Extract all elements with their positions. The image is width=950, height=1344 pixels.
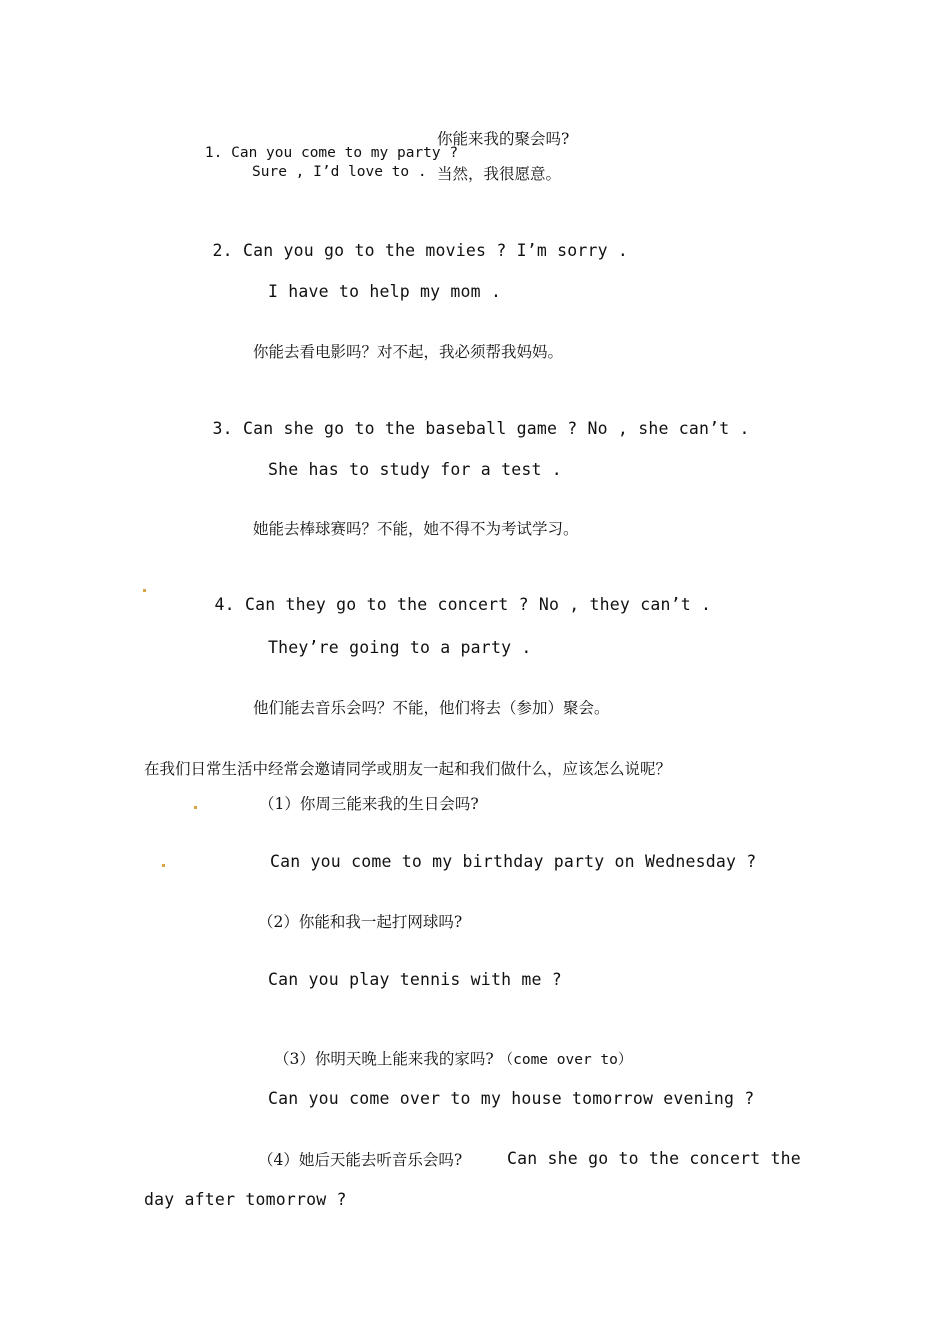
example-3-chinese: （3）你明天晚上能来我的家吗? bbox=[274, 1050, 499, 1068]
dialogue-1-english-answer: Sure , I’d love to . bbox=[252, 164, 427, 180]
dialogue-4-english-question: Can they go to the concert ? No , they can’t . bbox=[244, 595, 712, 614]
dialogue-3-english-continuation: She has to study for a test . bbox=[268, 460, 562, 479]
dialogue-4-english-continuation: They’re going to a party . bbox=[268, 638, 532, 657]
dialogue-2-number: 2. bbox=[212, 241, 233, 260]
dialogue-4-chinese: 他们能去音乐会吗？不能，他们将去（参加）聚会。 bbox=[253, 699, 610, 717]
dialogue-1-number: 1. bbox=[204, 145, 223, 161]
example-1-english: Can you come to my birthday party on Wednesday ? bbox=[270, 852, 757, 871]
dialogue-1-english-question: Can you come to my party ? bbox=[231, 145, 459, 161]
dialogue-4-question bbox=[174, 576, 711, 633]
example-3-hint: （come over to） bbox=[498, 1052, 633, 1068]
dialogue-3-english-question: Can she go to the baseball game ? No , she can’t . bbox=[242, 419, 750, 438]
dialogue-1-chinese-answer: 当然，我很愿意。 bbox=[437, 165, 562, 183]
example-4-english-continuation: day after tomorrow ? bbox=[144, 1190, 347, 1209]
example-1-chinese: （1）你周三能来我的生日会吗? bbox=[259, 795, 479, 813]
example-3-english: Can you come over to my house tomorrow evening ? bbox=[268, 1089, 755, 1108]
example-4-chinese: （4）她后天能去听音乐会吗? bbox=[258, 1151, 463, 1169]
decorative-mark bbox=[162, 864, 165, 867]
example-2-english: Can you play tennis with me ? bbox=[268, 970, 562, 989]
dialogue-2-question bbox=[172, 222, 628, 279]
dialogue-1-chinese-question: 你能来我的聚会吗? bbox=[437, 130, 570, 148]
dialogue-2-english-question: Can you go to the movies ? I’m sorry . bbox=[242, 241, 629, 260]
dialogue-4-number: 4. bbox=[214, 595, 235, 614]
dialogue-3-number: 3. bbox=[212, 419, 233, 438]
example-2-chinese: （2）你能和我一起打网球吗? bbox=[258, 913, 463, 931]
dialogue-3-chinese: 她能去棒球赛吗？不能，她不得不为考试学习。 bbox=[253, 520, 579, 538]
dialogue-3-question bbox=[172, 400, 750, 457]
decorative-mark bbox=[143, 589, 146, 592]
example-4-english: Can she go to the concert the bbox=[507, 1149, 801, 1168]
dialogue-2-chinese: 你能去看电影吗？对不起，我必须帮我妈妈。 bbox=[253, 343, 564, 361]
intro-paragraph: 在我们日常生活中经常会邀请同学或朋友一起和我们做什么，应该怎么说呢？ bbox=[144, 760, 672, 778]
example-3-chinese-line bbox=[258, 1029, 632, 1087]
dialogue-2-english-continuation: I have to help my mom . bbox=[268, 282, 502, 301]
decorative-mark bbox=[194, 806, 197, 809]
